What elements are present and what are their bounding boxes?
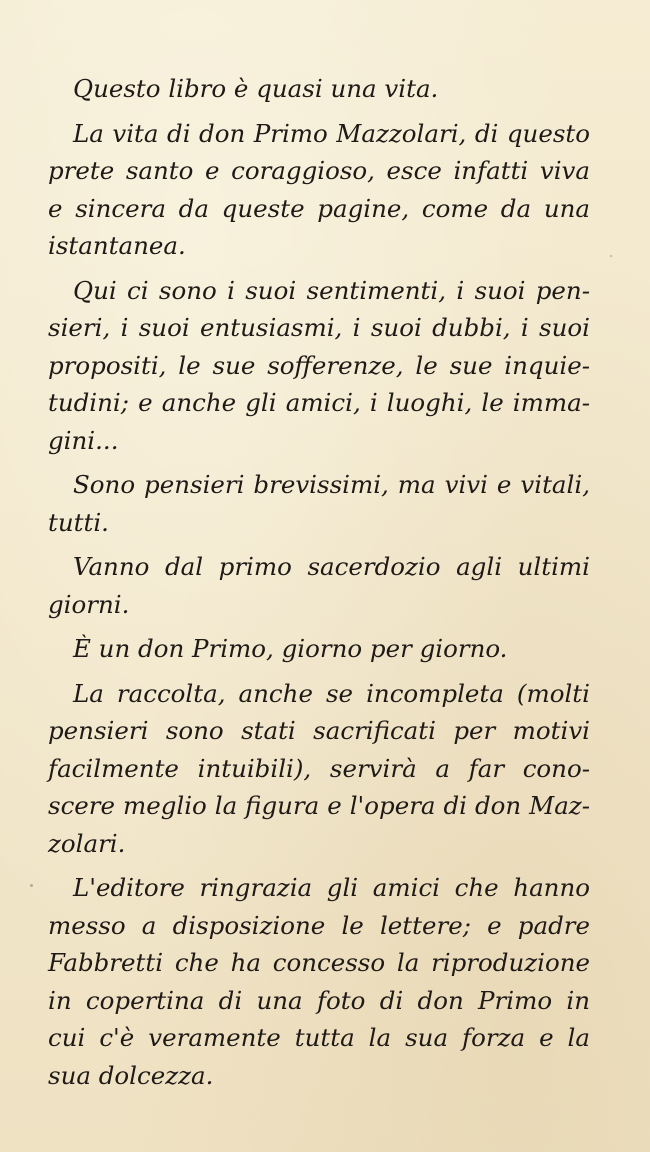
text-line: e sincera da queste pagine, come da una	[48, 193, 590, 223]
paragraph	[48, 272, 590, 460]
text-line: L'editore ringrazia gli amici che hanno	[73, 873, 590, 902]
text-line: Sono pensieri brevissimi, ma vivi e vitali,	[73, 470, 590, 499]
text-line: istantanea.	[48, 231, 186, 260]
text-line: scere meglio la figura e l'opera di don Maz-	[48, 791, 590, 820]
text-line: Fabbretti che ha concesso la riproduzione	[48, 948, 590, 977]
paragraph	[48, 548, 590, 623]
paragraph	[48, 466, 590, 541]
paragraph	[48, 869, 590, 1094]
text-line: gini...	[48, 425, 119, 455]
text-line: La vita di don Primo Mazzolari, di questo	[73, 118, 590, 148]
text-line: cui c'è veramente tutta la sua forza e la	[48, 1023, 590, 1052]
paragraph	[48, 675, 590, 863]
text-line: tutti.	[48, 507, 109, 537]
paper-speck	[610, 255, 612, 257]
preface-text	[48, 70, 590, 1101]
text-line: sieri, i suoi entusiasmi, i suoi dubbi, i suoi	[48, 313, 590, 342]
text-line: propositi, le sue sofferenze, le sue inquie-	[48, 350, 590, 380]
text-line: La raccolta, anche se incompleta (molti	[73, 678, 590, 708]
text-line: prete santo e coraggioso, esce infatti viva	[48, 156, 590, 185]
text-line: È un don Primo, giorno per giorno.	[73, 634, 508, 663]
paper-speck	[30, 884, 33, 887]
text-line: pensieri sono stati sacrificati per motivi	[48, 716, 590, 745]
text-line: Qui ci sono i suoi sentimenti, i suoi pen-	[73, 275, 590, 305]
text-line: in copertina di una foto di don Primo in	[48, 985, 590, 1015]
text-line: Questo libro è quasi una vita.	[73, 74, 439, 103]
text-line: Vanno dal primo sacerdozio agli ultimi	[73, 552, 590, 581]
text-line: messo a disposizione le lettere; e padre	[48, 910, 590, 940]
paragraph	[48, 630, 590, 668]
paragraph	[48, 115, 590, 265]
paragraph	[48, 70, 590, 108]
text-line: zolari.	[48, 828, 126, 858]
text-line: facilmente intuibili), servirà a far cono-	[48, 753, 590, 783]
text-line: giorni.	[48, 589, 130, 619]
text-line: sua dolcezza.	[48, 1060, 214, 1090]
text-line: tudini; e anche gli amici, i luoghi, le imma-	[48, 388, 590, 417]
